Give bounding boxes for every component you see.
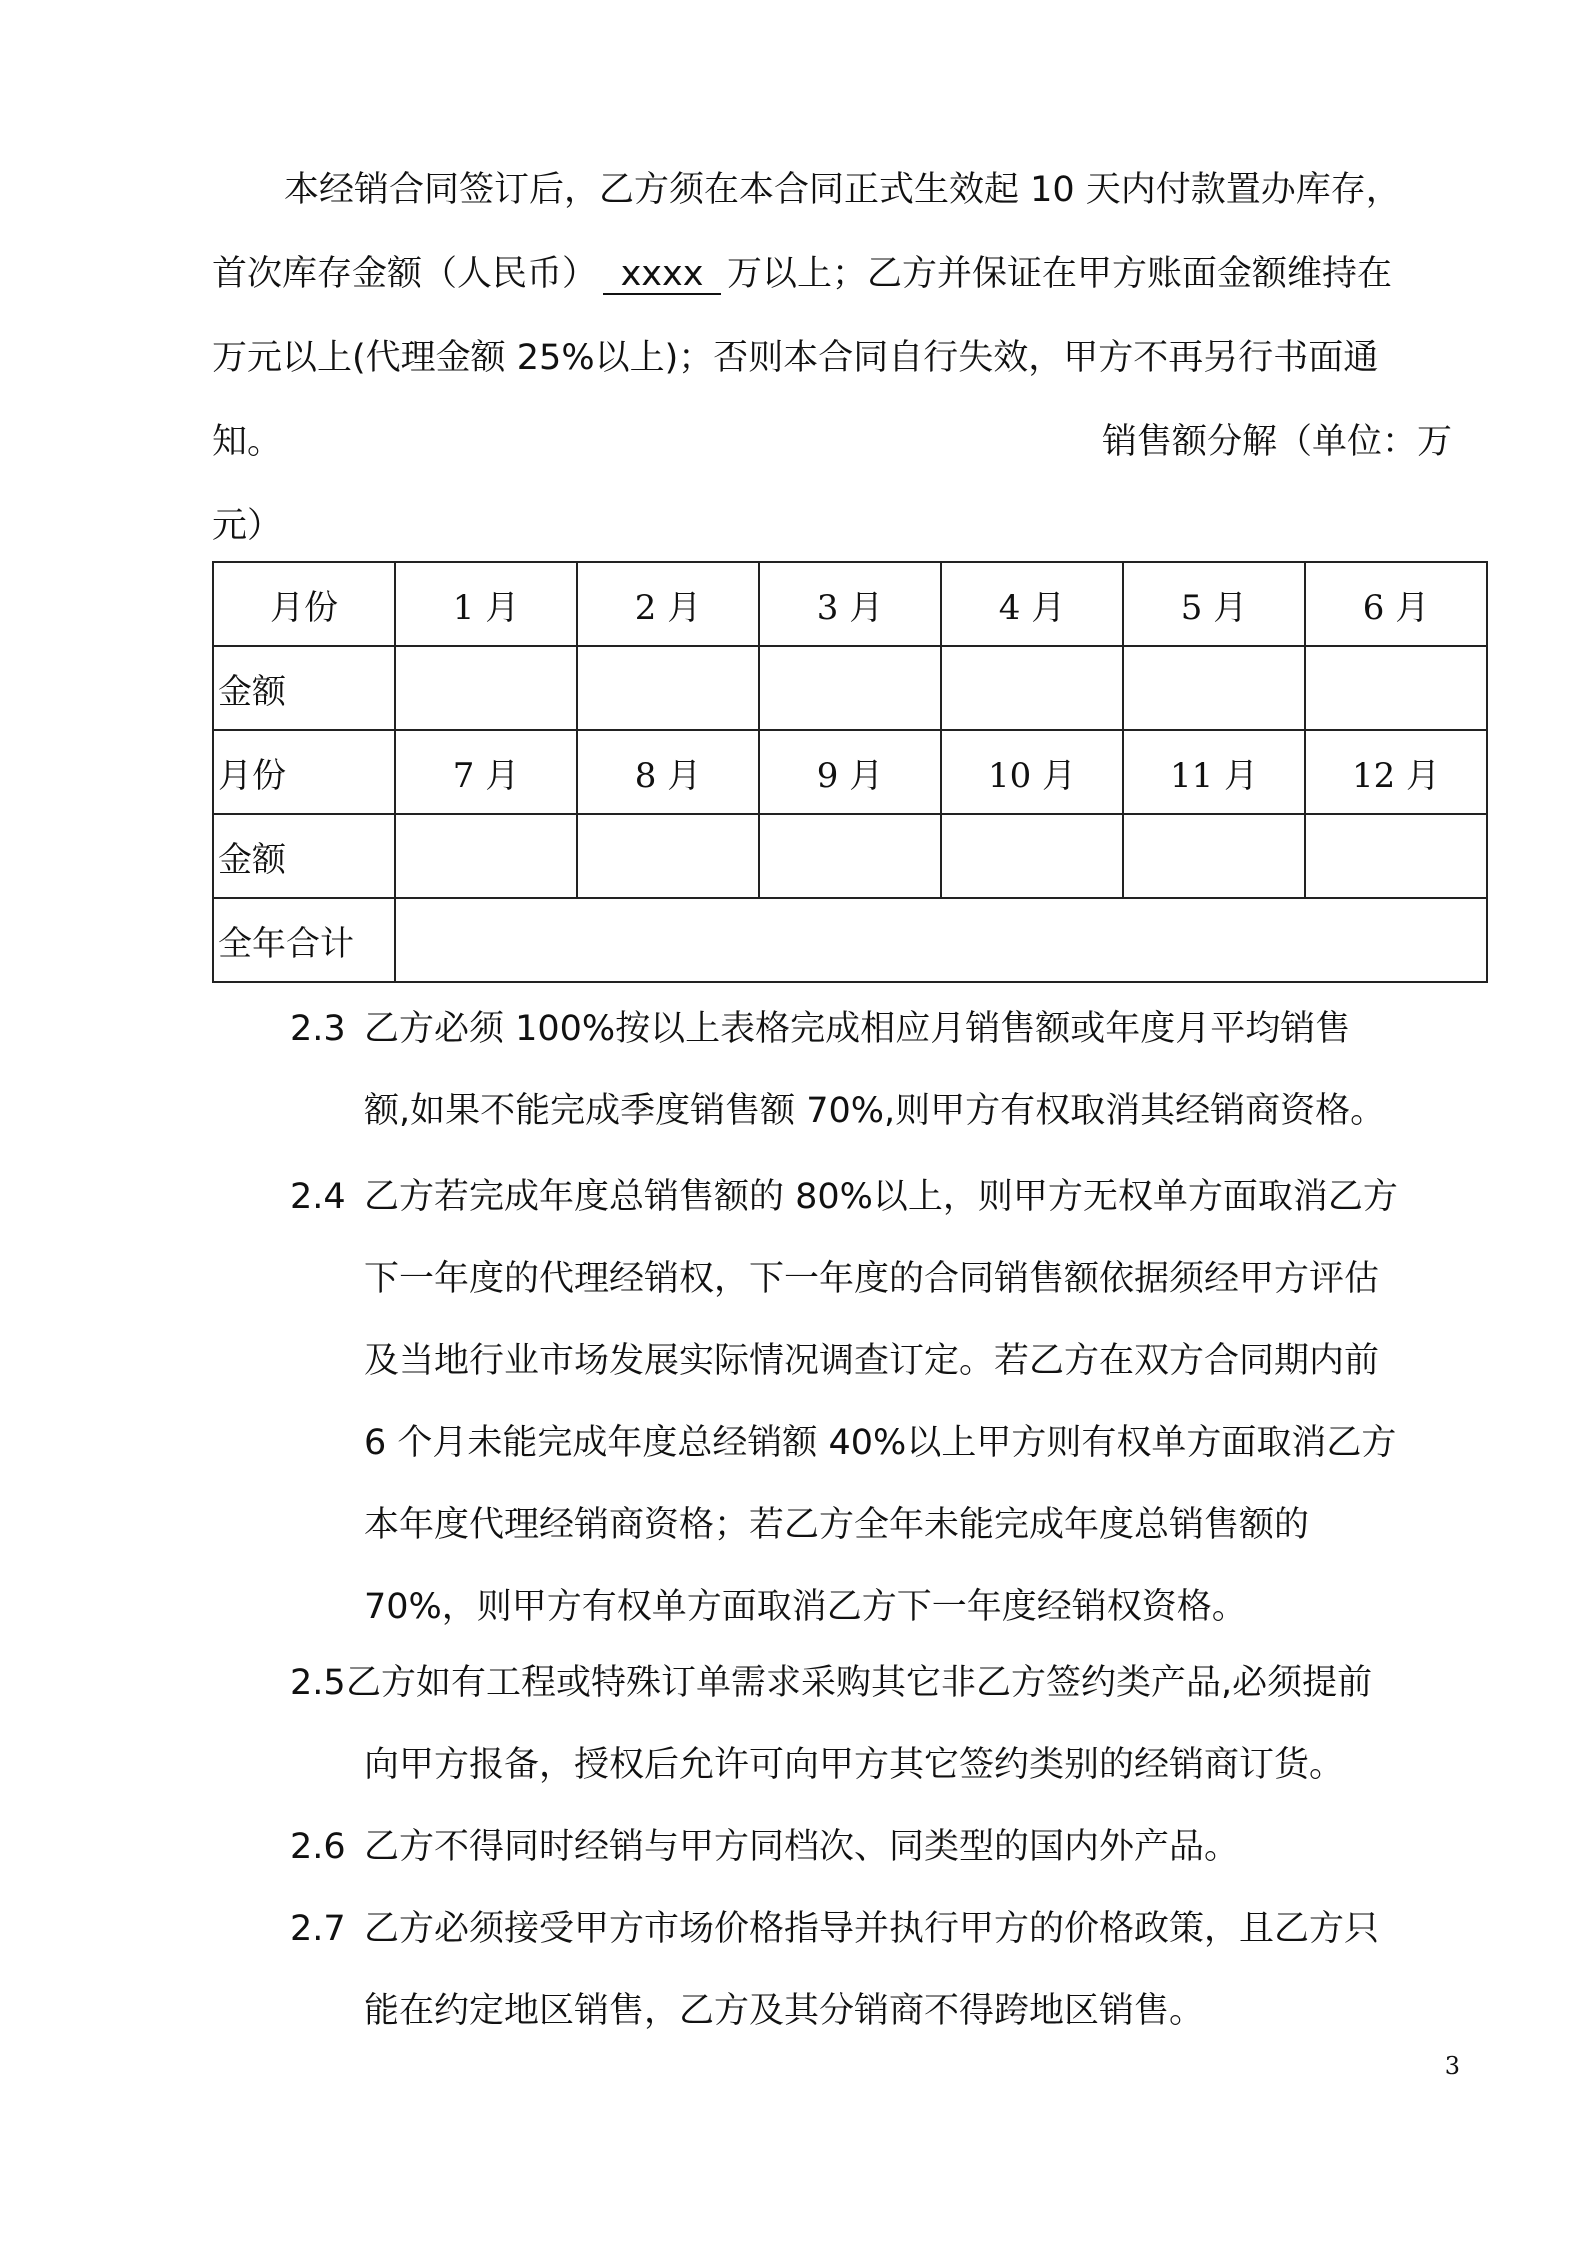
clause-2-4: [290, 1156, 1470, 1648]
table-row: [213, 898, 1487, 982]
intro-line-2-before: 首次库存金额（人民币）: [212, 254, 598, 294]
clause-number: 2.5: [290, 1663, 346, 1703]
amount-cell: [395, 646, 577, 730]
month-cell: 11 月: [1123, 730, 1305, 814]
clause-line: 乙方如有工程或特殊订单需求采购其它非乙方签约类产品,必须提前: [346, 1663, 1373, 1703]
row-label: 金额: [213, 814, 395, 898]
month-cell: 10 月: [941, 730, 1123, 814]
month-cell: 4 月: [941, 562, 1123, 646]
clause-2-5: [290, 1642, 1470, 1806]
amount-cell: [941, 646, 1123, 730]
amount-cell: [1305, 814, 1487, 898]
clause-line: 乙方不得同时经销与甲方同档次、同类型的国内外产品。: [364, 1827, 1240, 1867]
intro-line-4-left: 知。: [212, 422, 283, 462]
annual-total-cell: [395, 898, 1487, 982]
intro-paragraph: [212, 148, 1452, 568]
intro-line-1: 本经销合同签订后，乙方须在本合同正式生效起 10 天内付款置办库存，: [284, 170, 1401, 210]
row-label: 金额: [213, 646, 395, 730]
clause-number: 2.3: [290, 1009, 346, 1049]
clause-body: [364, 1156, 1470, 1648]
clause-number: 2.7: [290, 1909, 346, 1949]
month-cell: 6 月: [1305, 562, 1487, 646]
table-row: [213, 646, 1487, 730]
clause-2-7: [290, 1888, 1470, 2052]
amount-cell: [1305, 646, 1487, 730]
table-row: [213, 730, 1487, 814]
row-label: 全年合计: [213, 898, 395, 982]
amount-cell: [395, 814, 577, 898]
clause-number: 2.4: [290, 1177, 346, 1217]
amount-cell: [759, 814, 941, 898]
clause-line: 向甲方报备，授权后允许可向甲方其它签约类别的经销商订货。: [364, 1745, 1345, 1785]
clause-line: 下一年度的代理经销权，下一年度的合同销售额依据须经甲方评估: [364, 1259, 1380, 1299]
month-cell: 2 月: [577, 562, 759, 646]
clause-2-6: [290, 1806, 1470, 1888]
amount-cell: [941, 814, 1123, 898]
month-cell: 5 月: [1123, 562, 1305, 646]
month-cell: 3 月: [759, 562, 941, 646]
clause-number: 2.6: [290, 1827, 346, 1867]
month-cell: 9 月: [759, 730, 941, 814]
intro-line-2: [212, 232, 1452, 316]
amount-cell: [577, 646, 759, 730]
clause-2-3: [290, 988, 1470, 1152]
clause-line: 本年度代理经销商资格；若乙方全年未能完成年度总销售额的: [364, 1505, 1310, 1545]
clause-line: 乙方必须接受甲方市场价格指导并执行甲方的价格政策，且乙方只: [364, 1909, 1380, 1949]
clause-line: 能在约定地区销售，乙方及其分销商不得跨地区销售。: [364, 1991, 1205, 2031]
clause-line: 乙方必须 100%按以上表格完成相应月销售额或年度月平均销售: [364, 1009, 1351, 1049]
row-label: 月份: [213, 730, 395, 814]
row-label: 月份: [213, 562, 395, 646]
inventory-amount-blank: xxxx: [603, 256, 721, 295]
intro-line-4: [212, 400, 1452, 484]
clauses-list: [290, 988, 1470, 2052]
clause-line: 额,如果不能完成季度销售额 70%,则甲方有权取消其经销商资格。: [364, 1091, 1386, 1131]
clause-body: [364, 1806, 1470, 1888]
page-number: 3: [1444, 2052, 1460, 2080]
clause-body: [364, 1888, 1470, 2052]
amount-cell: [1123, 814, 1305, 898]
clause-line: 乙方若完成年度总销售额的 80%以上，则甲方无权单方面取消乙方: [364, 1177, 1398, 1217]
month-cell: 7 月: [395, 730, 577, 814]
table-row: [213, 814, 1487, 898]
month-cell: 8 月: [577, 730, 759, 814]
month-cell: 12 月: [1305, 730, 1487, 814]
clause-line: 6 个月未能完成年度总经销额 40%以上甲方则有权单方面取消乙方: [364, 1423, 1397, 1463]
amount-cell: [759, 646, 941, 730]
intro-line-2-after: 万以上；乙方并保证在甲方账面金额维持在: [727, 254, 1393, 294]
amount-cell: [577, 814, 759, 898]
clause-body: [364, 988, 1470, 1152]
sales-breakdown-table: [212, 561, 1488, 983]
clause-line: 70%，则甲方有权单方面取消乙方下一年度经销权资格。: [364, 1587, 1247, 1627]
table-unit-note: 销售额分解（单位：万: [1101, 422, 1452, 462]
clause-line: 及当地行业市场发展实际情况调查订定。若乙方在双方合同期内前: [364, 1341, 1380, 1381]
clause-body: [346, 1642, 1470, 1806]
intro-line-3: 万元以上(代理金额 25%以上)；否则本合同自行失效，甲方不再另行书面通: [212, 338, 1379, 378]
table-row: [213, 562, 1487, 646]
month-cell: 1 月: [395, 562, 577, 646]
intro-line-5: 元）: [212, 506, 283, 546]
amount-cell: [1123, 646, 1305, 730]
